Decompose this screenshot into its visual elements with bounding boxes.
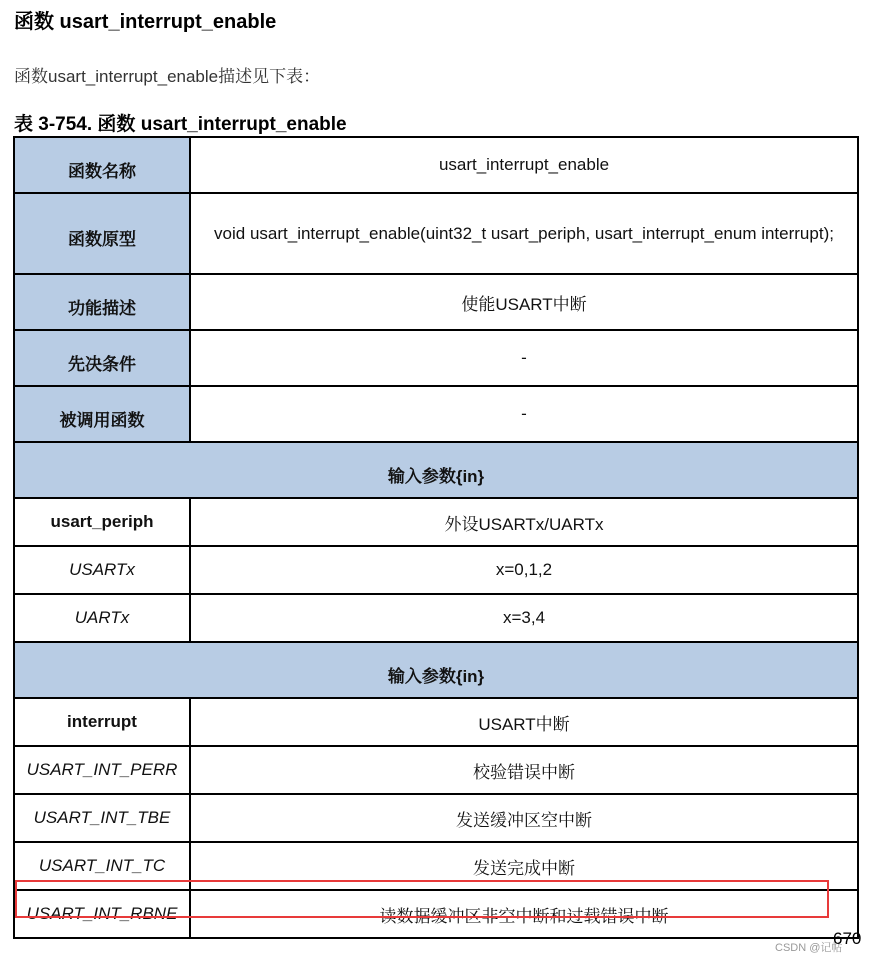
table-caption: 表 3-754. 函数 usart_interrupt_enable <box>14 114 347 135</box>
page-number: 670 <box>833 929 862 948</box>
section-header: 输入参数{in} <box>14 442 858 498</box>
table-row <box>14 546 858 594</box>
row-value: - <box>190 386 858 442</box>
row-key: 被调用函数 <box>14 386 190 442</box>
table-row <box>14 274 858 330</box>
row-key: 函数名称 <box>14 137 190 193</box>
section-header: 输入参数{in} <box>14 642 858 698</box>
table-row <box>14 746 858 794</box>
row-key: 函数原型 <box>14 193 190 274</box>
section-row <box>14 642 858 698</box>
row-key: 先决条件 <box>14 330 190 386</box>
param-key: USART_INT_RBNE <box>14 890 190 938</box>
table-row <box>14 698 858 746</box>
table-row <box>14 794 858 842</box>
param-value: x=0,1,2 <box>190 546 858 594</box>
table-row <box>14 386 858 442</box>
param-key: USART_INT_TC <box>14 842 190 890</box>
table-row <box>14 193 858 274</box>
param-value: 读数据缓冲区非空中断和过载错误中断 <box>190 890 858 938</box>
row-value: 使能USART中断 <box>190 274 858 330</box>
param-value: x=3,4 <box>190 594 858 642</box>
section-row <box>14 442 858 498</box>
description-text: 函数usart_interrupt_enable描述见下表： <box>14 67 321 86</box>
param-value: 外设USARTx/UARTx <box>190 498 858 546</box>
table-row <box>14 330 858 386</box>
param-key: UARTx <box>14 594 190 642</box>
function-table <box>13 136 859 939</box>
param-value: 校验错误中断 <box>190 746 858 794</box>
highlight-box <box>15 880 829 918</box>
row-value: void usart_interrupt_enable(uint32_t usart_periph, usart_interrupt_enum interrupt); <box>190 193 858 274</box>
section-heading: 函数 usart_interrupt_enable <box>14 11 277 33</box>
param-key: USART_INT_TBE <box>14 794 190 842</box>
param-value: 发送完成中断 <box>190 842 858 890</box>
watermark: CSDN @记帖 <box>775 942 843 954</box>
table-row <box>14 594 858 642</box>
param-key: USARTx <box>14 546 190 594</box>
row-value: - <box>190 330 858 386</box>
row-value: usart_interrupt_enable <box>190 137 858 193</box>
param-value: USART中断 <box>190 698 858 746</box>
row-key: 功能描述 <box>14 274 190 330</box>
table-row <box>14 498 858 546</box>
param-value: 发送缓冲区空中断 <box>190 794 858 842</box>
param-key: interrupt <box>14 698 190 746</box>
param-key: USART_INT_PERR <box>14 746 190 794</box>
param-key: usart_periph <box>14 498 190 546</box>
table-row <box>14 137 858 193</box>
